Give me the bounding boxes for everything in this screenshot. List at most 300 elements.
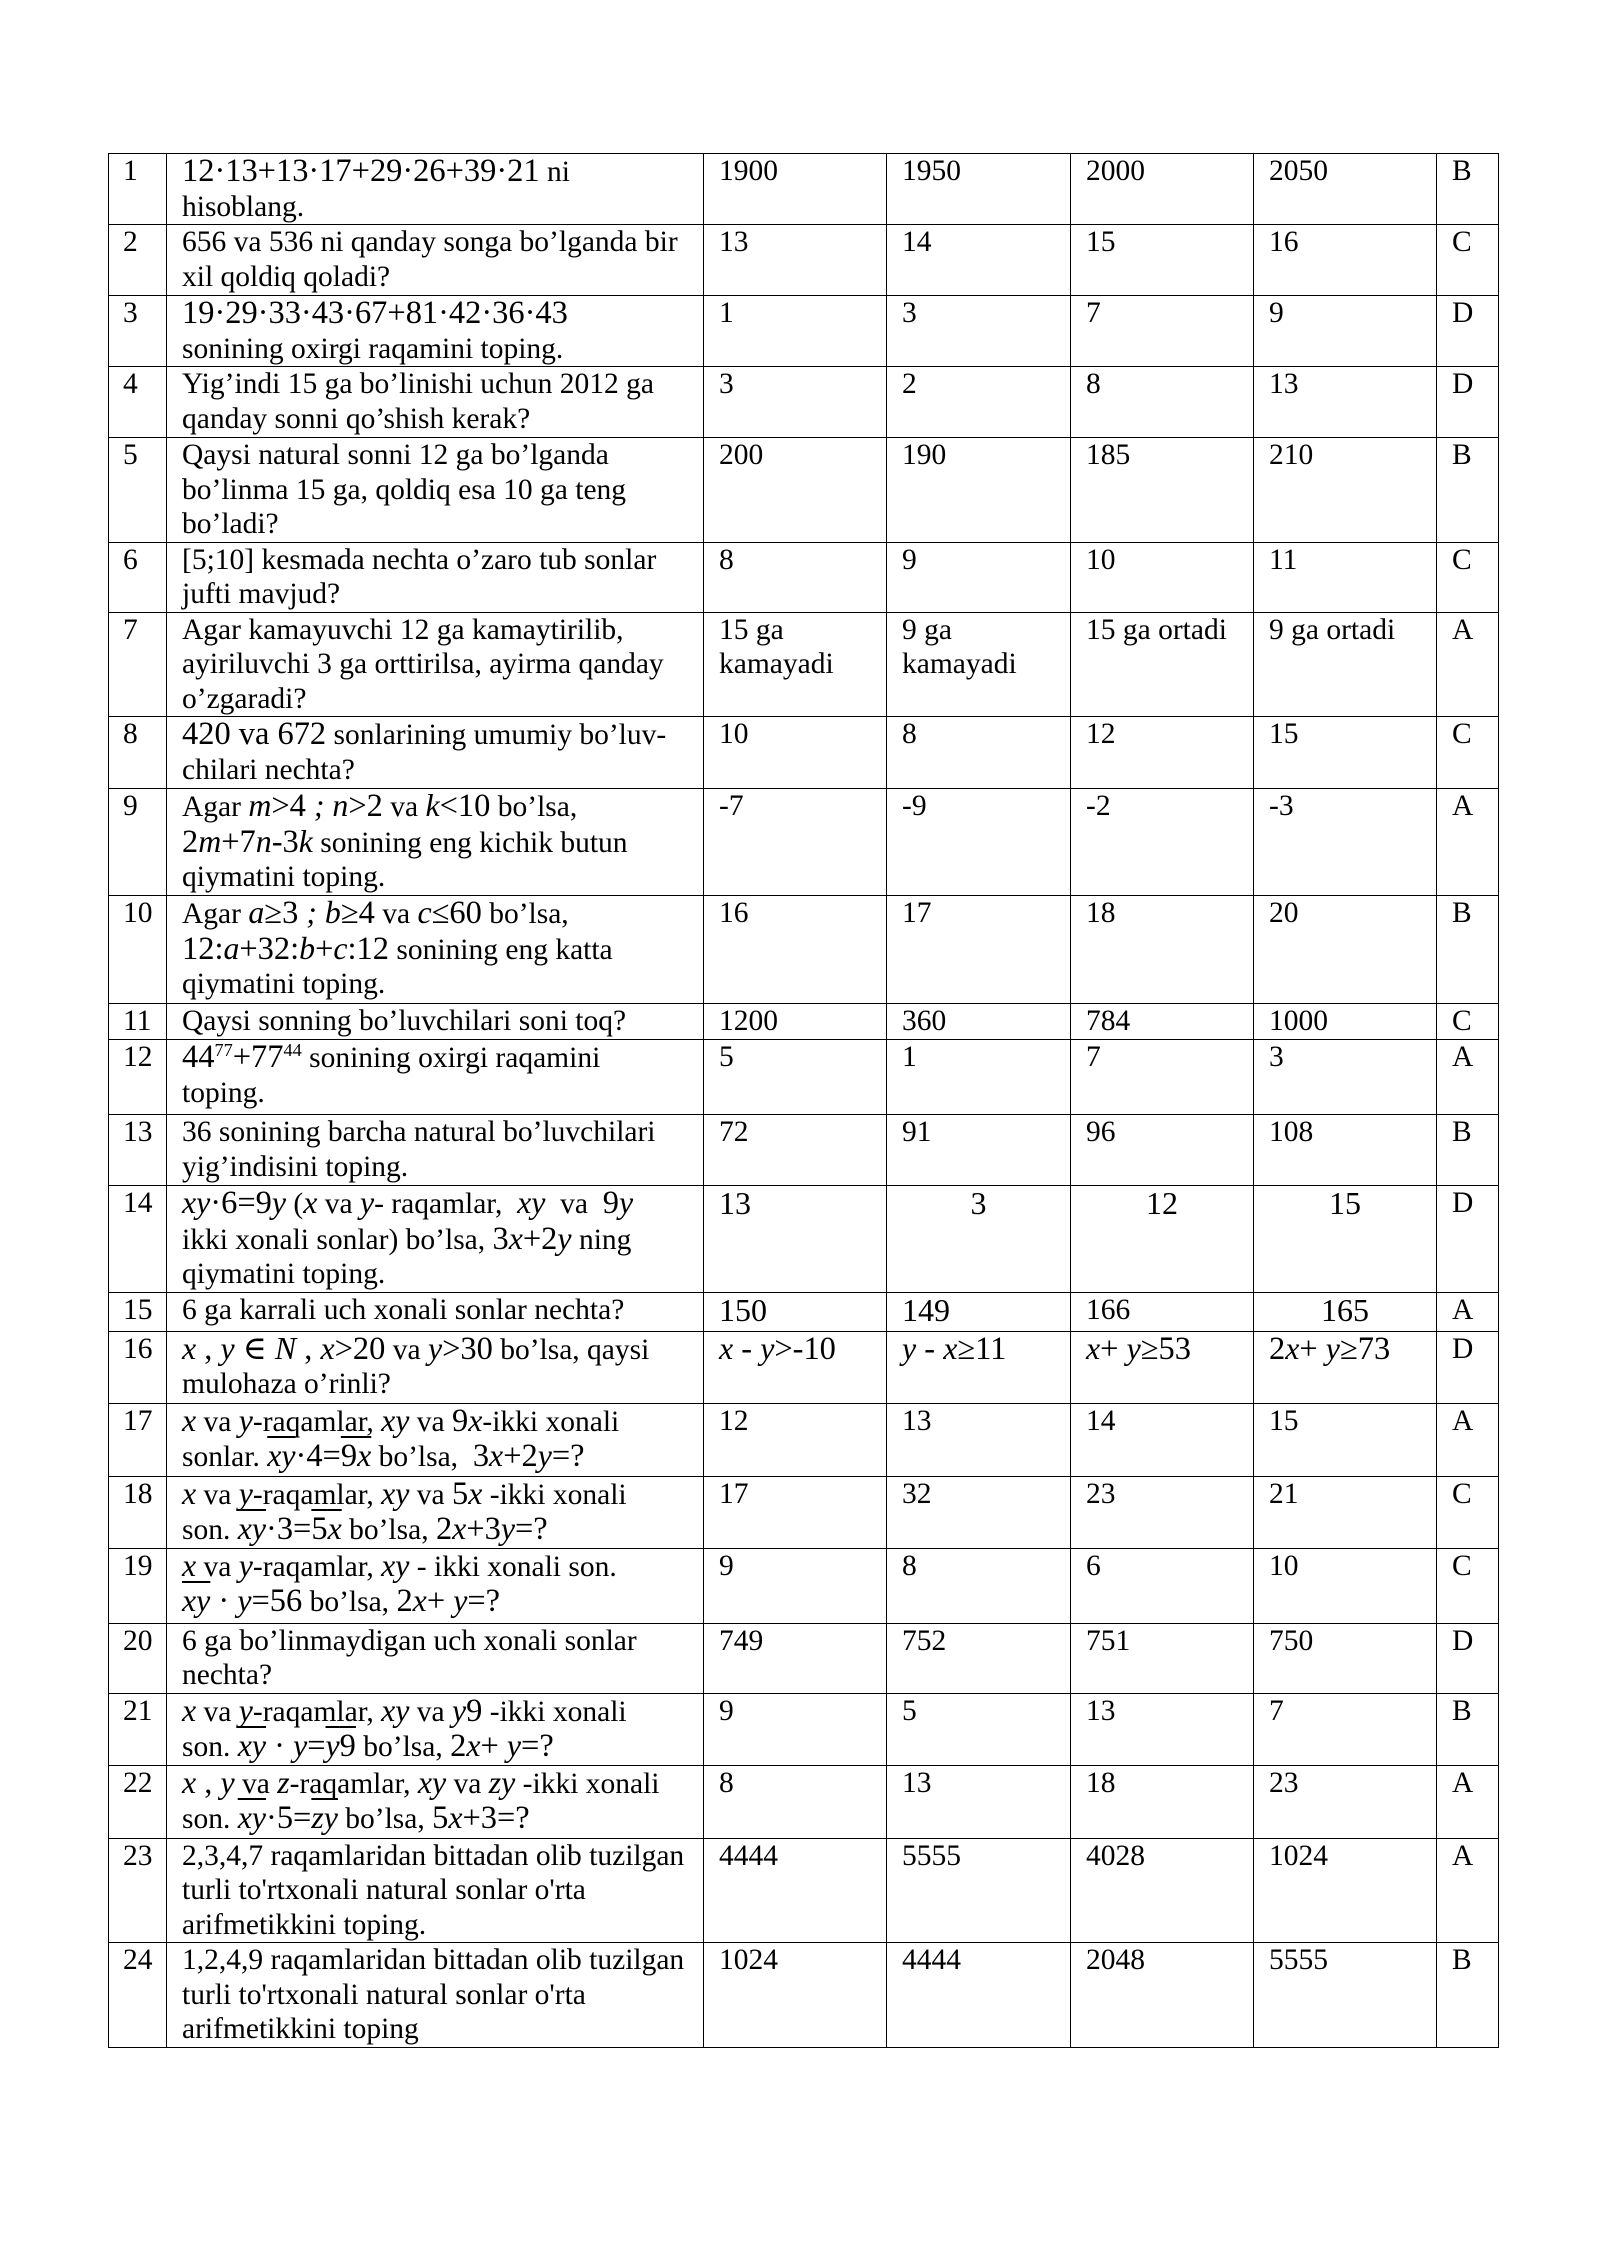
math-expression: +32: bbox=[239, 930, 300, 967]
option-b bbox=[887, 438, 1071, 543]
text-line: yig’indisini toping. bbox=[182, 1150, 409, 1183]
text-line: $44^{77}+77^{44}$ sonining oxirgi raqamini bbox=[182, 1039, 601, 1075]
option-a bbox=[704, 1403, 887, 1476]
question-number bbox=[109, 1115, 167, 1186]
text-line: ayiriluvchi 3 ga orttirilsa, ayirma qanday bbox=[182, 648, 664, 680]
question-row bbox=[109, 1476, 1499, 1548]
text-line: 14 bbox=[902, 226, 932, 258]
math-expression: >20 bbox=[334, 1331, 386, 1367]
overline-group bbox=[237, 1800, 267, 1835]
option-d bbox=[1254, 367, 1437, 438]
question-row bbox=[109, 1115, 1499, 1186]
math-variable: y bbox=[238, 1548, 253, 1583]
text-line: 3 bbox=[123, 297, 138, 329]
overline-group bbox=[325, 1728, 356, 1764]
text-line: 13 bbox=[1086, 1694, 1116, 1727]
text-line: x va y-raqamlar, $\overline{xy}$ va 5x -ikki xonali bbox=[182, 1476, 627, 1512]
text-line: Agar kamayuvchi 12 ga kamaytirilib, bbox=[182, 613, 624, 646]
text-line: D bbox=[1452, 1624, 1474, 1657]
math-variable: $\overline{xy}$ bbox=[237, 1728, 267, 1763]
math-expression: 5 bbox=[452, 1476, 469, 1512]
text-line: 12 bbox=[1086, 718, 1116, 750]
text-line: sonining oxirgi raqamini toping. bbox=[182, 332, 564, 365]
math-variable: $\overline{zy}$ bbox=[311, 1800, 338, 1835]
math-expression: =? bbox=[515, 1511, 548, 1547]
answer-key bbox=[1437, 1838, 1499, 1943]
option-a bbox=[704, 154, 887, 225]
math-variable: y bbox=[902, 1331, 917, 1366]
text-line: 23 bbox=[1269, 1766, 1299, 1799]
option-d bbox=[1254, 789, 1437, 896]
text-line: sonlar. $\overline{xy}\cdot 4=9x$ bo’lsa, 3x+2y=? bbox=[182, 1438, 585, 1474]
question-number bbox=[109, 1623, 167, 1693]
text-line: 6 ga bo’linmaydigan uch xonali sonlar bbox=[182, 1624, 637, 1657]
math-expression: ·6= bbox=[210, 1185, 256, 1221]
math-variable: y bbox=[760, 1331, 775, 1366]
math-variable: y bbox=[506, 1728, 522, 1763]
math-expression: 2 bbox=[450, 1728, 467, 1764]
option-d bbox=[1254, 612, 1437, 717]
question-number bbox=[109, 1943, 167, 2048]
math-variable: x bbox=[719, 1331, 734, 1366]
option-d bbox=[1254, 1838, 1437, 1943]
math-expression: 19·29·33·43·67+81·42·36·43 bbox=[182, 295, 568, 331]
text-line: 4 bbox=[123, 368, 138, 400]
text-line: xil qoldiq qoladi? bbox=[182, 260, 391, 293]
text-line: 108 bbox=[1269, 1116, 1314, 1148]
math-variable: y bbox=[238, 1403, 253, 1438]
option-a bbox=[704, 225, 887, 296]
question-number bbox=[109, 367, 167, 438]
text-line: 2 bbox=[902, 368, 917, 400]
text-line: B bbox=[1452, 897, 1472, 929]
option-b bbox=[887, 225, 1071, 296]
text-line: 1950 bbox=[902, 155, 961, 187]
text-line: kamayadi bbox=[719, 648, 834, 680]
text-line: Agar m>4 ; n>2 va k<10 bo’lsa, bbox=[182, 788, 578, 824]
text-line: Qaysi sonning bo’luvchilari soni toq? bbox=[182, 1005, 627, 1037]
math-variable: k bbox=[298, 823, 313, 859]
math-variable: x bbox=[943, 1331, 958, 1366]
option-a bbox=[704, 789, 887, 896]
overline-group bbox=[452, 1476, 483, 1512]
option-d bbox=[1254, 1693, 1437, 1765]
text-line: qanday sonni qo’shish kerak? bbox=[182, 402, 531, 435]
math-expression: 2 bbox=[435, 1511, 453, 1547]
math-variable: y bbox=[557, 1220, 572, 1256]
question-number bbox=[109, 542, 167, 612]
question-number bbox=[109, 1292, 167, 1331]
overline-group bbox=[381, 1693, 410, 1728]
overline-group bbox=[255, 1185, 286, 1221]
math-expression: ·3= bbox=[266, 1511, 312, 1547]
math-variable: $\overline{xy}$ bbox=[417, 1765, 447, 1800]
text-line bbox=[902, 1332, 1066, 1368]
question-number bbox=[109, 717, 167, 789]
math-variable: $\overline{xy}$ bbox=[182, 1185, 211, 1220]
option-c bbox=[1071, 1292, 1254, 1331]
option-c bbox=[1071, 1765, 1254, 1838]
math-expression: 44 bbox=[182, 1039, 215, 1075]
question-text bbox=[167, 1765, 704, 1838]
answer-key bbox=[1437, 367, 1499, 438]
text-line: 8 bbox=[1086, 368, 1101, 400]
math-expression: 5 bbox=[432, 1800, 449, 1836]
question-row bbox=[109, 1331, 1499, 1403]
option-a bbox=[704, 542, 887, 612]
math-variable: x bbox=[182, 1476, 197, 1511]
math-expression: 9 bbox=[339, 1728, 356, 1764]
text-line: D bbox=[1452, 368, 1474, 400]
option-b bbox=[887, 1623, 1071, 1693]
option-d bbox=[1254, 1331, 1437, 1403]
question-number bbox=[109, 1186, 167, 1293]
option-c bbox=[1071, 438, 1254, 543]
math-variable: y bbox=[238, 1693, 253, 1728]
question-row bbox=[109, 1040, 1499, 1115]
text-line: 18 bbox=[123, 1477, 153, 1510]
math-expression: :12 bbox=[347, 930, 389, 967]
option-c bbox=[1071, 1623, 1254, 1693]
question-text bbox=[167, 1292, 704, 1331]
option-b bbox=[887, 1115, 1071, 1186]
question-text bbox=[167, 438, 704, 543]
text-line: 12 bbox=[719, 1404, 749, 1437]
option-b bbox=[887, 1765, 1071, 1838]
text-line: B bbox=[1452, 1944, 1472, 1976]
math-expression: 9 bbox=[452, 1403, 469, 1439]
option-c bbox=[1071, 225, 1254, 296]
math-variable: $\overline{xy}$ bbox=[381, 1476, 410, 1511]
math-expression: 9 bbox=[255, 1185, 272, 1221]
option-d bbox=[1254, 1403, 1437, 1476]
math-variable: n bbox=[255, 823, 272, 859]
text-line: [5;10] kesmada nechta o’zaro tub sonlar bbox=[182, 543, 657, 576]
math-expression: 12·13+13·17+29·26+39·21 bbox=[182, 153, 540, 189]
option-a bbox=[704, 1623, 887, 1693]
text-line: 2m+7n-3k sonining eng kichik butun bbox=[182, 823, 628, 860]
option-c bbox=[1071, 896, 1254, 1004]
math-variable: y bbox=[500, 1511, 515, 1546]
overline-group bbox=[381, 1476, 410, 1511]
text-line bbox=[1086, 1332, 1249, 1368]
option-a bbox=[704, 1765, 887, 1838]
math-expression: , bbox=[196, 1331, 221, 1367]
option-b bbox=[887, 542, 1071, 612]
option-d bbox=[1254, 154, 1437, 225]
question-text bbox=[167, 1838, 704, 1943]
math-expression: 9 bbox=[466, 1693, 483, 1729]
text-line: C bbox=[1452, 226, 1472, 258]
math-expression: 9 bbox=[602, 1185, 619, 1221]
text-line: D bbox=[1452, 297, 1474, 329]
overline-group bbox=[602, 1185, 634, 1221]
math-variable: x bbox=[182, 1331, 197, 1366]
option-d bbox=[1254, 1623, 1437, 1693]
answer-key bbox=[1437, 1943, 1499, 2048]
question-text bbox=[167, 296, 704, 367]
option-d bbox=[1254, 1004, 1437, 1040]
text-line: 12 bbox=[1146, 1185, 1178, 1221]
text-line: $\overline{xy}\cdot 6=9y$ (x va y- raqamlar, $\overline{xy}$ va 9y bbox=[182, 1185, 634, 1221]
question-row bbox=[109, 717, 1499, 789]
option-a bbox=[704, 296, 887, 367]
text-line: qiymatini toping. bbox=[182, 1258, 386, 1290]
math-variable: $\overline{xy}$ bbox=[267, 1438, 296, 1473]
text-line: 13 bbox=[719, 1185, 751, 1221]
overline-group bbox=[452, 1403, 483, 1439]
option-b bbox=[887, 154, 1071, 225]
math-expression: =? bbox=[551, 1438, 585, 1474]
math-expression: ≥3 bbox=[264, 895, 299, 931]
text-line: son. $\overline{xy} \cdot y=y9$ bo’lsa, 2x+ y=? bbox=[182, 1728, 554, 1764]
text-line: 9 bbox=[719, 1549, 734, 1582]
text-line: 18 bbox=[1086, 897, 1116, 929]
math-expression: <10 bbox=[439, 788, 491, 824]
text-line: 1,2,4,9 raqamlaridan bittadan olib tuzilgan bbox=[182, 1944, 685, 1976]
answer-key bbox=[1437, 1693, 1499, 1765]
text-line: 749 bbox=[719, 1624, 764, 1657]
math-variable: x bbox=[182, 1693, 197, 1728]
text-line: arifmetikkini toping. bbox=[182, 1908, 427, 1941]
math-expression: ≤60 bbox=[431, 895, 482, 931]
math-variable: x bbox=[489, 1438, 504, 1473]
answer-key bbox=[1437, 612, 1499, 717]
answer-key bbox=[1437, 225, 1499, 296]
math-variable: x bbox=[508, 1220, 523, 1256]
question-row bbox=[109, 1765, 1499, 1838]
question-row bbox=[109, 1693, 1499, 1765]
math-variable: x bbox=[182, 1765, 197, 1800]
overline-group bbox=[381, 1548, 410, 1583]
option-c bbox=[1071, 612, 1254, 717]
option-d bbox=[1254, 1186, 1437, 1293]
math-expression: >-10 bbox=[774, 1331, 836, 1367]
option-d bbox=[1254, 1765, 1437, 1838]
text-line: 656 va 536 ni qanday songa bo’lganda bir bbox=[182, 226, 678, 258]
text-line: 1 bbox=[719, 297, 734, 329]
text-line: 3 bbox=[719, 368, 734, 400]
text-line: 5 bbox=[902, 1694, 917, 1727]
option-c bbox=[1071, 1186, 1254, 1293]
text-line: 1 bbox=[123, 155, 138, 187]
text-line: 11 bbox=[123, 1005, 152, 1037]
math-expression: =56 bbox=[251, 1583, 303, 1619]
text-line: Agar a≥3 ; b≥4 va c≤60 bo’lsa, bbox=[182, 895, 569, 931]
math-expression: +3=? bbox=[462, 1800, 530, 1836]
math-variable: y bbox=[238, 1476, 253, 1511]
text-line: A bbox=[1452, 1839, 1474, 1872]
text-line: A bbox=[1452, 790, 1474, 822]
text-line: 166 bbox=[1086, 1293, 1131, 1326]
question-text bbox=[167, 367, 704, 438]
math-expression: 3 bbox=[492, 1220, 509, 1257]
option-c bbox=[1071, 296, 1254, 367]
option-c bbox=[1071, 1040, 1254, 1115]
text-line: 4444 bbox=[902, 1944, 961, 1976]
text-line: 165 bbox=[1321, 1292, 1369, 1328]
text-line: 9 bbox=[719, 1694, 734, 1727]
question-number bbox=[109, 438, 167, 543]
text-line: 9 bbox=[902, 543, 917, 576]
text-line: C bbox=[1452, 543, 1472, 576]
text-line: 32 bbox=[902, 1477, 932, 1510]
option-a bbox=[704, 1186, 887, 1293]
overline-group bbox=[182, 1583, 211, 1618]
option-b bbox=[887, 717, 1071, 789]
overline-group bbox=[381, 1403, 410, 1438]
math-expression: ≥53 bbox=[1140, 1331, 1191, 1367]
answer-key bbox=[1437, 1403, 1499, 1476]
text-line: 5 bbox=[123, 439, 138, 471]
answer-key bbox=[1437, 717, 1499, 789]
text-line: 15 bbox=[123, 1293, 153, 1326]
text-line: arifmetikkini toping bbox=[182, 2013, 419, 2045]
option-b bbox=[887, 1943, 1071, 2048]
question-number bbox=[109, 296, 167, 367]
math-variable: y bbox=[618, 1185, 634, 1220]
math-variable: b bbox=[299, 930, 316, 966]
math-variable: $\overline{xy}$ bbox=[182, 1583, 211, 1618]
question-row bbox=[109, 789, 1499, 896]
math-expression: ≥11 bbox=[957, 1331, 1007, 1367]
question-number bbox=[109, 1693, 167, 1765]
text-line: 1000 bbox=[1269, 1005, 1328, 1037]
text-line: 10 bbox=[123, 897, 153, 929]
option-b bbox=[887, 1004, 1071, 1040]
text-line bbox=[1269, 1332, 1432, 1368]
math-variable: x bbox=[1086, 1331, 1101, 1366]
question-text bbox=[167, 717, 704, 789]
question-row bbox=[109, 1004, 1499, 1040]
text-line: C bbox=[1452, 1549, 1472, 1582]
text-line: 14 bbox=[123, 1187, 153, 1219]
math-variable: x bbox=[320, 1331, 335, 1366]
math-expression: ≥4 bbox=[340, 895, 375, 931]
text-line: qiymatini toping. bbox=[182, 861, 386, 893]
text-line: 23 bbox=[123, 1839, 153, 1872]
question-row bbox=[109, 438, 1499, 543]
question-number bbox=[109, 1004, 167, 1040]
question-text bbox=[167, 1548, 704, 1623]
option-a bbox=[704, 1548, 887, 1623]
option-c bbox=[1071, 1004, 1254, 1040]
text-line: 11 bbox=[1269, 543, 1298, 576]
option-a bbox=[704, 896, 887, 1004]
question-number bbox=[109, 1838, 167, 1943]
text-line: toping. bbox=[182, 1076, 265, 1109]
text-line: 7 bbox=[1086, 297, 1101, 329]
option-d bbox=[1254, 1115, 1437, 1186]
option-c bbox=[1071, 1548, 1254, 1623]
math-variable: x bbox=[468, 1403, 483, 1438]
math-variable: y bbox=[325, 1728, 340, 1763]
math-variable: a bbox=[223, 930, 240, 966]
text-line: B bbox=[1452, 1694, 1472, 1727]
question-row bbox=[109, 612, 1499, 717]
question-row bbox=[109, 1943, 1499, 2048]
overline-group bbox=[452, 1693, 483, 1729]
text-line: 15 bbox=[1269, 1404, 1299, 1437]
text-line: 8 bbox=[902, 718, 917, 750]
text-line: 360 bbox=[902, 1005, 947, 1037]
text-line: C bbox=[1452, 1477, 1472, 1510]
question-text bbox=[167, 1004, 704, 1040]
option-d bbox=[1254, 1476, 1437, 1548]
text-line: 15 ga bbox=[719, 613, 784, 646]
text-line: 96 bbox=[1086, 1116, 1116, 1148]
question-text bbox=[167, 1186, 704, 1293]
math-expression: · bbox=[210, 1583, 238, 1619]
math-variable: a bbox=[248, 895, 265, 930]
option-b bbox=[887, 789, 1071, 896]
overline-group bbox=[267, 1438, 296, 1473]
option-d bbox=[1254, 1292, 1437, 1331]
math-variable: x bbox=[182, 1548, 197, 1583]
option-a bbox=[704, 1838, 887, 1943]
question-text bbox=[167, 1476, 704, 1548]
question-text bbox=[167, 1693, 704, 1765]
text-line: 150 bbox=[719, 1292, 767, 1328]
math-expression: , bbox=[196, 1765, 221, 1801]
text-line: 13 bbox=[719, 226, 749, 258]
question-number bbox=[109, 789, 167, 896]
math-variable: m bbox=[198, 823, 222, 859]
option-b bbox=[887, 896, 1071, 1004]
text-line: 2048 bbox=[1086, 1944, 1145, 1976]
option-c bbox=[1071, 1838, 1254, 1943]
math-expression: + bbox=[1299, 1331, 1326, 1367]
math-variable: ; n bbox=[305, 788, 349, 823]
math-variable: y bbox=[293, 1728, 308, 1763]
question-text bbox=[167, 225, 704, 296]
math-expression: , bbox=[296, 1331, 321, 1367]
text-line: x va y-raqamlar, $\overline{xy}$ va y9 -ikki xonali bbox=[182, 1693, 627, 1729]
text-line: Yig’indi 15 ga bo’linishi uchun 2012 ga bbox=[182, 368, 654, 400]
text-line: 420 va 672 sonlarining umumiy bo’luv- bbox=[182, 716, 667, 752]
text-line: 8 bbox=[123, 718, 138, 750]
option-a bbox=[704, 1004, 887, 1040]
text-line: 13 bbox=[902, 1766, 932, 1799]
text-line: 3 bbox=[1269, 1041, 1284, 1073]
question-row bbox=[109, 1548, 1499, 1623]
text-line: kamayadi bbox=[902, 648, 1017, 680]
math-variable: x bbox=[466, 1728, 481, 1763]
math-expression: 5 bbox=[311, 1511, 328, 1547]
text-line: 7 bbox=[123, 613, 138, 646]
text-line: 17 bbox=[123, 1404, 153, 1437]
overline-group bbox=[311, 1511, 342, 1547]
math-expression: 420 va 672 bbox=[182, 716, 327, 752]
answer-key bbox=[1437, 1765, 1499, 1838]
math-variable: y bbox=[220, 1331, 235, 1366]
text-line: 210 bbox=[1269, 439, 1314, 471]
option-c bbox=[1071, 154, 1254, 225]
math-expression: +7 bbox=[221, 823, 256, 860]
math-variable: x bbox=[468, 1476, 483, 1511]
question-number bbox=[109, 1476, 167, 1548]
text-line: A bbox=[1452, 1293, 1474, 1326]
text-line: $\overline{xy} \cdot y=56$ bo’lsa, 2x+ y=? bbox=[182, 1583, 501, 1619]
text-line: 17 bbox=[902, 897, 932, 929]
math-variable: $\overline{xy}$ bbox=[381, 1548, 410, 1583]
text-line: A bbox=[1452, 613, 1474, 646]
overline-group bbox=[182, 1185, 211, 1220]
math-expression: 2 bbox=[182, 823, 199, 860]
text-line: 12:a+32:b+c:12 sonining eng katta bbox=[182, 930, 613, 967]
option-b bbox=[887, 1476, 1071, 1548]
math-expression: +3 bbox=[466, 1511, 501, 1547]
